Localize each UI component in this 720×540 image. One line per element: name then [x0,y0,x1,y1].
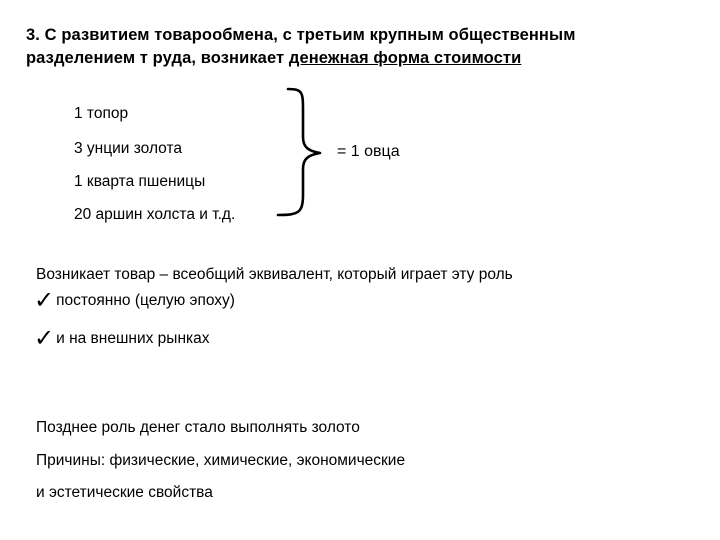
heading-line-1: 3. С развитием товарообмена, с третьим крупным общественным [26,26,576,44]
equals-one-sheep: = 1 овца [337,143,400,160]
check-item-1-text: постоянно (целую эпоху) [56,292,235,309]
gold-reasons: Причины: физические, химические, экономические [36,452,406,469]
equation-item-1: 1 топор [74,105,129,122]
checkmark-icon: ✓ [34,324,55,352]
heading-line-2-text: разделением т руда, возникает [26,49,289,67]
right-brace-icon [270,85,340,220]
check-item-1 [34,286,235,314]
gold-reasons-continued: и эстетические свойства [36,484,213,501]
check-item-2 [34,324,210,352]
gold-statement: Позднее роль денег стало выполнять золото [36,419,360,436]
check-item-2-text: и на внешних рынках [56,330,210,347]
equation-item-4: 20 аршин холста и т.д. [74,206,236,223]
equation-item-2: 3 унции золота [74,140,182,157]
equation-item-3: 1 кварта пшеницы [74,173,206,190]
slide-heading [26,24,576,70]
checkmark-icon: ✓ [34,286,55,314]
heading-line-2 [26,47,576,70]
equivalent-statement: Возникает товар – всеобщий эквивалент, который играет эту роль [36,266,513,283]
money-form-term: денежная форма стоимости [288,49,522,67]
